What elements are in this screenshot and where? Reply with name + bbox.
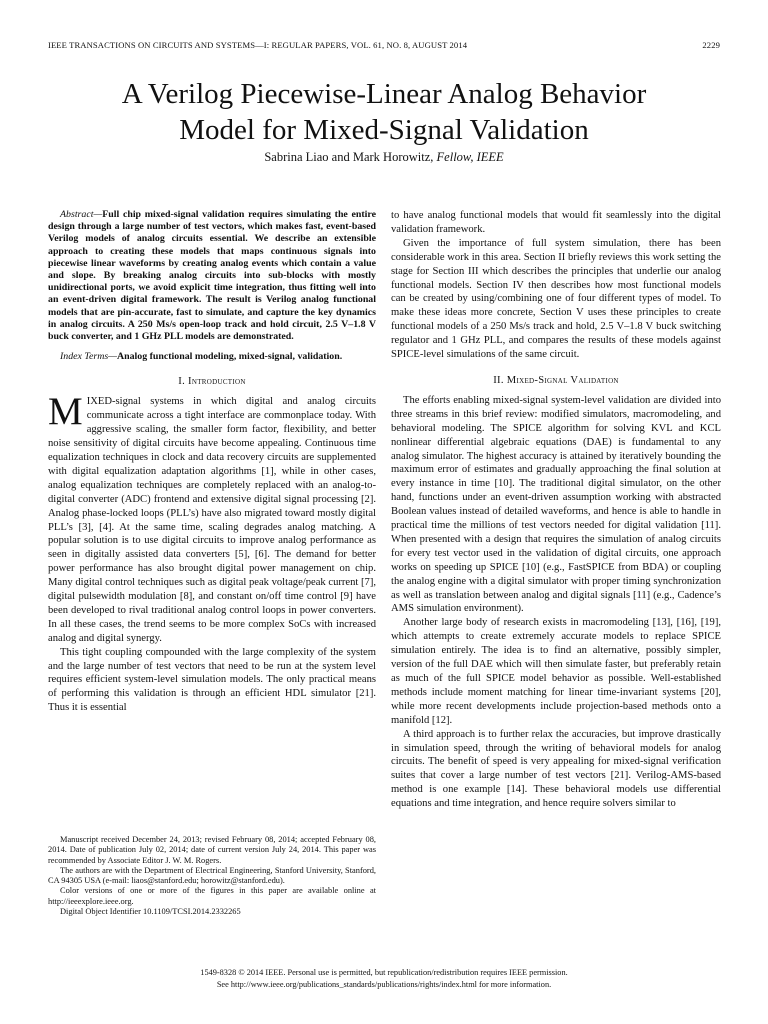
footnote-block xyxy=(48,835,376,917)
right-paragraph-0: to have analog functional models that would fit seamlessly into the digital validation framework. xyxy=(391,210,721,235)
copyright-footer xyxy=(0,967,768,990)
rights-url-line: See http://www.ieee.org/publications_standards/publications/rights/index.html for more information. xyxy=(216,979,552,989)
footnote-manuscript: Manuscript received December 24, 2013; revised February 08, 2014; accepted February 08, 2014. Date of publication July 02, 2014; date of current version July 24, 2014. This paper was recommended by Associate Editor J. W. M. Rogers. xyxy=(48,835,376,865)
right-paragraph-1: Given the importance of full system simulation, there has been considerable work in this area. Section II briefly reviews this work setting the stage for Section III which describes the principles that underlie our analog functional models. Section IV then describes how most functional models can be created by using/combining one of four different types of model. To make these ideas more concrete, Section V uses these principles to create functional models of a 250 Ms/s track and hold, 2.5 V–1.8 V buck switching regulator and 1 GHz PLL, and compares the results of these models against SPICE-level simulations of the same circuit. xyxy=(391,237,721,361)
abstract xyxy=(48,209,376,343)
title-line-2: Model for Mixed-Signal Validation xyxy=(179,114,589,146)
footnote-affiliation: The authors are with the Department of Electrical Engineering, Stanford University, Stanford, CA 94305 USA (e-mail: liaos@stanford.edu; horowitz@stanford.edu). xyxy=(48,865,376,886)
left-column xyxy=(48,209,376,715)
page-number: 2229 xyxy=(702,40,720,50)
abstract-text: Full chip mixed-signal validation requires simulating the entire design through a large number of test vectors, which makes fast, event-based Verilog models of analog circuits essential. We describe an extensible approach to creating these models that maps continuous signals into piecewise linear waveforms by creating analog events which contain a value and slope. By breaking analog circuits into sub-blocks with mostly unidirectional ports, we avoid explicit time integration, thus fitting well into an event-driven digital framework. The result is Verilog analog functional models that are pin-accurate, fast to simulate, and capture the key dynamics in analog circuits. A 250 Ms/s open-loop track and hold circuit, 2.5 V–1.8 V buck converter, and 1 GHz PLL models are demonstrated. xyxy=(48,209,376,343)
paper-title xyxy=(40,76,728,148)
right-paragraph-4: A third approach is to further relax the accuracies, but improve drastically in simulation speed, through the writing of behavioral models for analog circuits. The benefit of speed is very appealing for mixed-signal verification suites that cover a large number of test vectors [21]. Verilog-AMS-based method is one example [14]. These behavioral models use differential equations and time integration, and hence require solvers similar to xyxy=(391,728,721,810)
intro-paragraph-1 xyxy=(48,390,377,645)
author-affiliation: Fellow, IEEE xyxy=(436,150,504,164)
right-paragraph-3: Another large body of research exists in macromodeling [13], [16], [19], which attempts to create extremely accurate models to replace SPICE simulation entirely. The idea is to find an alternative, possibly simpler, version of the full DAE which will then simulate faster, but preferably retain as much of the full SPICE model behavior as possible. Well-established methods include moment matching for linear time-invariant systems [20], while more recent developments include projection-based methods onto a manifold [12]. xyxy=(391,617,721,726)
copyright-line: 1549-8328 © 2014 IEEE. Personal use is permitted, but republication/redistribution requires IEEE permission. xyxy=(200,968,568,977)
intro-paragraph-1-text: IXED-signal systems in which digital and analog circuits communicate across a tight interface are commonplace today. With aggressive scaling, the smaller form factor, flexibility, and better noise sensitivity of digital circuits have become appealing. Continuous time equalization techniques in clock and data recovery circuits are supplemented with digital equalization adaptation algorithms [1], while in other cases, analog equalization techniques are completely replaced with an analog-to-digital converter (ADC) frontend and extensive digital signal processing [2]. Analog phase-locked loops (PLL’s) have also migrated toward mostly digital PLL’s [3], [4]. At the same time, scaling degrades analog matching. A popular solution is to use digital circuits to improve analog performance as seen in digitally assisted data converters [5], [6]. The demand for better power performance has also brought digital power management on chip. Many digital control techniques such as digital peak voltage/peak current [7], digital pulsewidth modulation [8], and constant on/off time control [9] have been developed to rival traditional analog control loops in power converters. In all these cases, the trend seems to be more complex SoCs with increased analog and digital synergy. xyxy=(48,396,377,644)
author-line xyxy=(0,150,768,165)
section-heading-introduction: I. Introduction xyxy=(178,376,246,388)
footnote-color: Color versions of one or more of the figures in this paper are available online at http://ieeexplore.ieee.org. xyxy=(48,886,376,906)
index-terms xyxy=(48,351,376,363)
index-terms-label: Index Terms— xyxy=(60,351,117,363)
author-names: Sabrina Liao and Mark Horowitz, xyxy=(264,150,434,164)
section-heading-mixed-signal: II. Mixed-Signal Validation xyxy=(493,374,619,386)
drop-cap: M xyxy=(48,390,83,434)
right-column xyxy=(391,209,721,811)
right-paragraph-2: The efforts enabling mixed-signal system-level validation are divided into three streams in this brief review: modified simulators, macromodeling, and behavioral modeling. The SPICE algorithm for solving KVL and KCL nonlinear differential algebraic equations (DAE) is fundamental to any analog simulator. The highest accuracy is attained by iteratively bounding the maximum error of estimates and gradually approaching the final solution at every instance in time [10]. The traditional digital simulator, on the other hand, functions under an event-driven assumption working with abstracted Boolean values instead of detailed waveforms, and hence is able to handle in practical time the millions of test vectors needed for digital validation [11]. When presented with a design that requires the simulation of analog circuits for every test vector used in the validation of digital circuits, one approach works on speeding up SPICE [10] (e.g., FastSPICE from BDA) or coupling the analog engine with a digital simulator with proper timing synchronization as well as translation between analog and digital signals [11] (e.g., Cadence’s AMS simulation environment). xyxy=(391,394,721,615)
intro-paragraph-2: This tight coupling compounded with the large complexity of the system and the large number of test vectors that need to be run at the system level requires efficient system-level simulation models. The only practical means of performing this validation is through an efficient HDL simulator [21]. Thus it is essential xyxy=(48,646,376,714)
footnote-doi: Digital Object Identifier 10.1109/TCSI.2014.2332265 xyxy=(60,907,241,917)
title-line-1: A Verilog Piecewise-Linear Analog Behavior xyxy=(121,78,647,110)
index-terms-text: Analog functional modeling, mixed-signal, validation. xyxy=(116,351,343,363)
running-header xyxy=(48,40,720,50)
journal-header: IEEE TRANSACTIONS ON CIRCUITS AND SYSTEMS—I: REGULAR PAPERS, VOL. 61, NO. 8, AUGUST 2014 xyxy=(48,40,468,50)
abstract-label: Abstract— xyxy=(60,209,103,220)
